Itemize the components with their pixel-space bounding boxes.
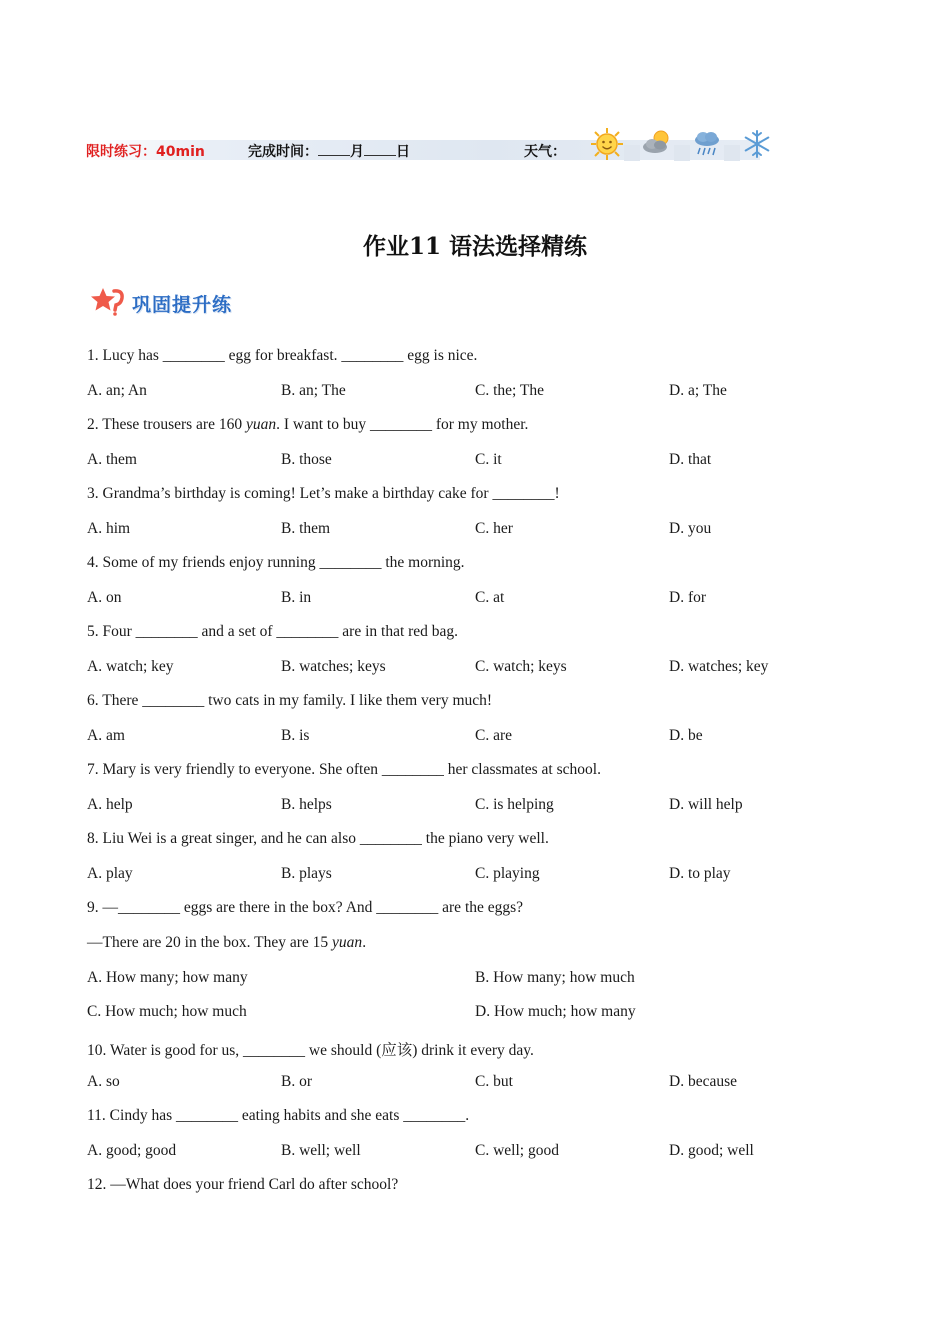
time-limit-label: 限时练习：40min: [86, 144, 205, 160]
option-a[interactable]: A. help: [87, 796, 133, 813]
weather-label: 天气：: [524, 144, 566, 160]
option-d[interactable]: D. will help: [669, 796, 743, 813]
question-stem: 12. —What does your friend Carl do after school?: [87, 1176, 399, 1193]
question-reply: [87, 934, 366, 952]
option-c[interactable]: C. How much; how much: [87, 1003, 247, 1020]
option-c[interactable]: C. is helping: [475, 796, 554, 813]
option-d[interactable]: D. good; well: [669, 1142, 754, 1159]
option-a[interactable]: A. watch; key: [87, 658, 174, 675]
finish-time: [248, 141, 410, 161]
option-c[interactable]: C. watch; keys: [475, 658, 567, 675]
question-stem: 4. Some of my friends enjoy running ________ the morning.: [87, 554, 465, 571]
partly-cloudy-icon[interactable]: [640, 127, 674, 161]
option-b[interactable]: B. helps: [281, 796, 332, 813]
option-c[interactable]: C. but: [475, 1073, 513, 1090]
option-d[interactable]: D. How much; how many: [475, 1003, 636, 1020]
option-c[interactable]: C. at: [475, 589, 505, 606]
option-c[interactable]: C. are: [475, 727, 513, 744]
weather-checkbox-cloudy[interactable]: [674, 145, 690, 161]
option-a[interactable]: A. on: [87, 589, 122, 606]
question-stem: 8. Liu Wei is a great singer, and he can also ________ the piano very well.: [87, 830, 549, 847]
reply-text: .: [362, 934, 367, 951]
option-a[interactable]: A. so: [87, 1073, 120, 1090]
option-d[interactable]: D. for: [669, 589, 707, 606]
question-stem: 6. There ________ two cats in my family. I like them very much!: [87, 692, 493, 709]
option-a[interactable]: A. him: [87, 520, 131, 537]
question-stem: [87, 416, 528, 434]
option-a[interactable]: A. How many; how many: [87, 969, 248, 986]
option-d[interactable]: D. that: [669, 451, 712, 468]
option-d[interactable]: D. a; The: [669, 382, 727, 399]
option-c[interactable]: C. well; good: [475, 1142, 559, 1159]
day-label: 日: [396, 144, 410, 160]
option-c[interactable]: C. her: [475, 520, 513, 537]
option-a[interactable]: A. am: [87, 727, 125, 744]
header-row: [86, 141, 776, 161]
option-b[interactable]: B. an; The: [281, 382, 346, 399]
option-c[interactable]: C. playing: [475, 865, 540, 882]
reply-text: —There are 20 in the box. They are 15: [87, 934, 333, 951]
option-b[interactable]: B. those: [281, 451, 332, 468]
snowflake-icon[interactable]: [740, 127, 774, 161]
stem-text: . I want to buy ________ for my mother.: [276, 416, 529, 433]
option-b[interactable]: B. watches; keys: [281, 658, 386, 675]
question-stem: 9. —________ eggs are there in the box? And ________ are the eggs?: [87, 899, 524, 916]
question-stem: 10. Water is good for us, ________ we should (应该) drink it every day.: [87, 1042, 534, 1059]
option-a[interactable]: A. an; An: [87, 382, 147, 399]
day-blank[interactable]: [364, 142, 396, 156]
option-b[interactable]: B. How many; how much: [475, 969, 635, 986]
option-b[interactable]: B. or: [281, 1073, 312, 1090]
star-icon: [90, 286, 126, 316]
option-b[interactable]: B. them: [281, 520, 331, 537]
option-c[interactable]: C. the; The: [475, 382, 545, 399]
option-a[interactable]: A. play: [87, 865, 133, 882]
option-d[interactable]: D. to play: [669, 865, 731, 882]
section-badge: [90, 284, 265, 320]
option-b[interactable]: B. well; well: [281, 1142, 361, 1159]
option-d[interactable]: D. you: [669, 520, 712, 537]
stem-text: 2. These trousers are 160: [87, 416, 246, 433]
question-stem: 7. Mary is very friendly to everyone. She often ________ her classmates at school.: [87, 761, 601, 778]
month-label: 月: [350, 144, 364, 160]
option-d[interactable]: D. watches; key: [669, 658, 769, 675]
question-stem: 5. Four ________ and a set of ________ are in that red bag.: [87, 623, 459, 640]
section-label: 巩固提升练: [132, 294, 233, 316]
page-title: 作业11 语法选择精练: [362, 233, 587, 260]
month-blank[interactable]: [318, 142, 350, 156]
option-d[interactable]: D. because: [669, 1073, 737, 1090]
rain-cloud-icon[interactable]: [690, 127, 724, 161]
finish-time-label: 完成时间：: [248, 144, 318, 160]
question-stem: 1. Lucy has ________ egg for breakfast. ________ egg is nice.: [87, 347, 478, 364]
weather-checkbox-sun[interactable]: [624, 145, 640, 161]
reply-italic: yuan: [332, 934, 363, 951]
option-a[interactable]: A. good; good: [87, 1142, 177, 1159]
option-b[interactable]: B. in: [281, 589, 312, 606]
weather-checkbox-rain[interactable]: [724, 145, 740, 161]
option-c[interactable]: C. it: [475, 451, 502, 468]
question-stem: 11. Cindy has ________ eating habits and she eats ________.: [87, 1107, 470, 1124]
option-d[interactable]: D. be: [669, 727, 703, 744]
option-b[interactable]: B. is: [281, 727, 310, 744]
option-a[interactable]: A. them: [87, 451, 137, 468]
question-stem: 3. Grandma’s birthday is coming! Let’s make a birthday cake for ________!: [87, 485, 560, 502]
option-b[interactable]: B. plays: [281, 865, 332, 882]
sun-icon[interactable]: [590, 127, 624, 161]
stem-italic: yuan: [245, 416, 277, 433]
